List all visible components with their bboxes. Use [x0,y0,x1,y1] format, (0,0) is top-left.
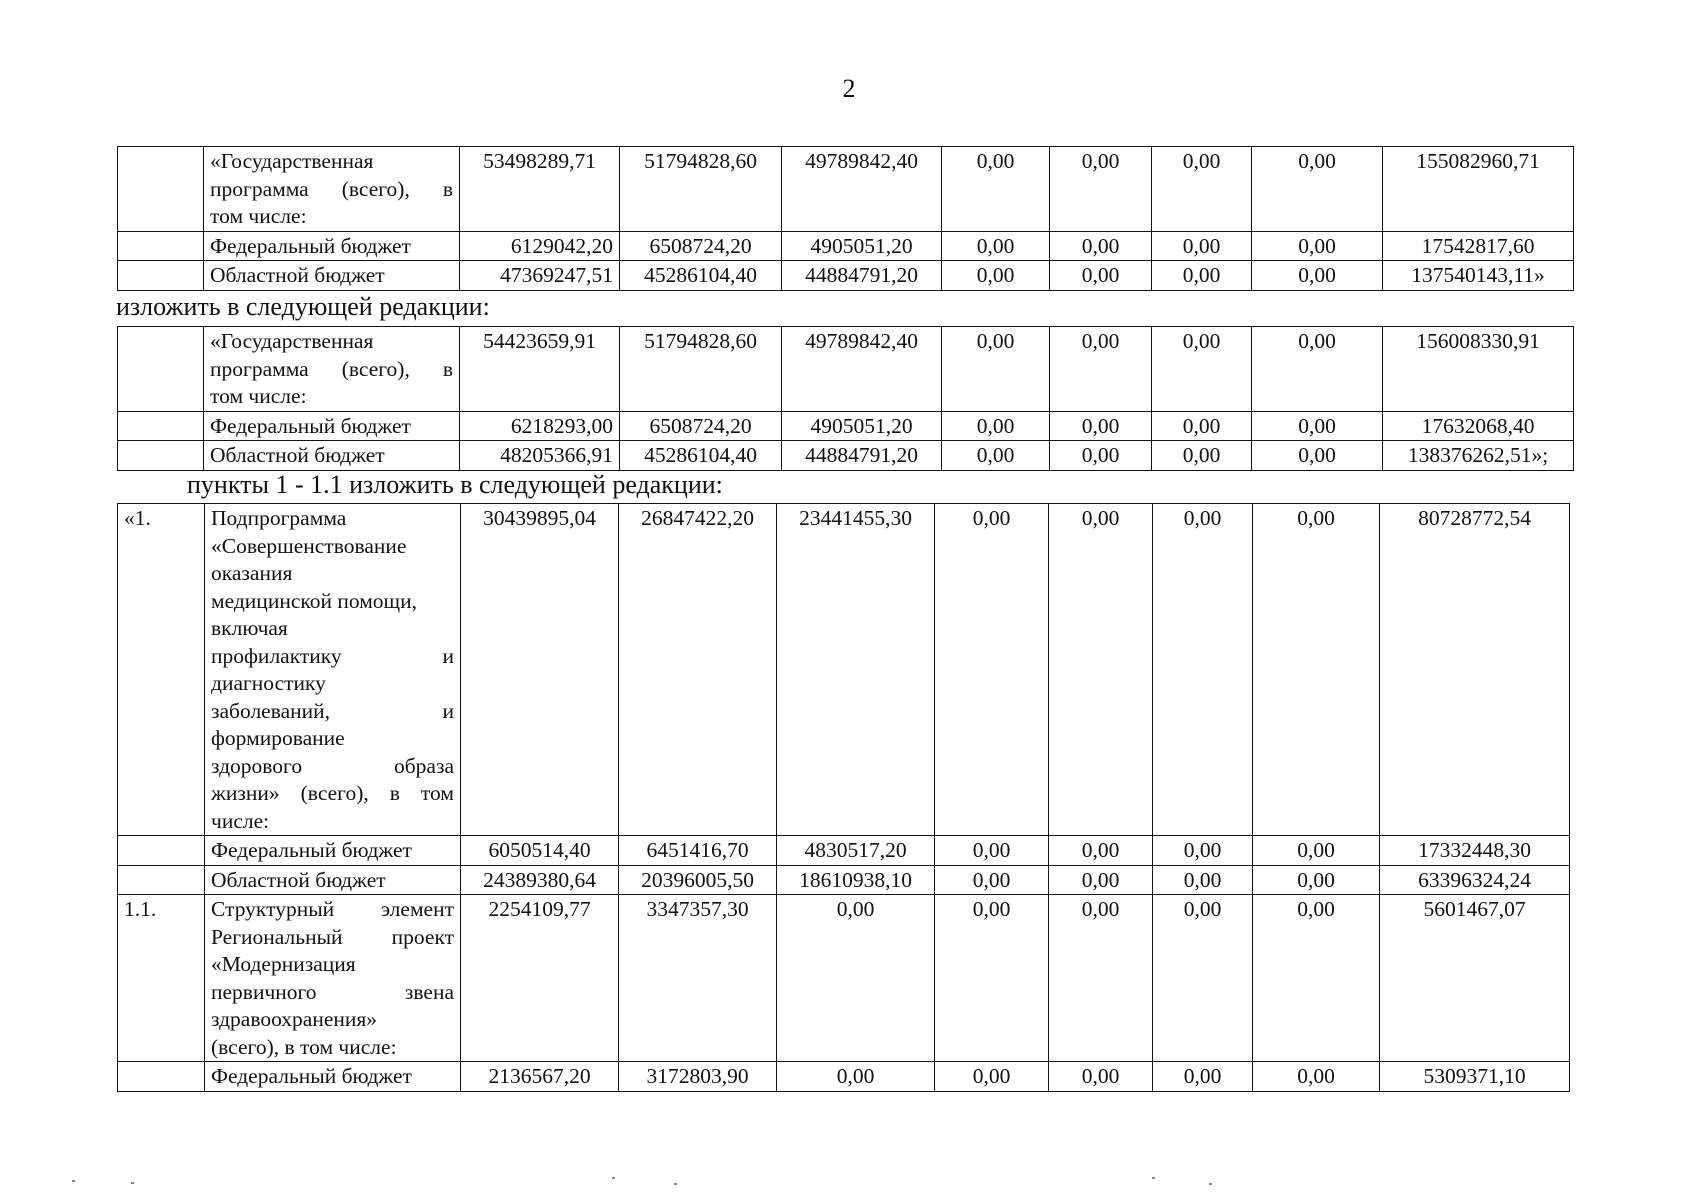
value-cell: 0,00 [935,504,1049,836]
value-cell: 0,00 [1252,231,1383,261]
value-cell: 24389380,64 [461,865,619,895]
name-line: медицинской помощи, [211,588,417,613]
name-line: «Государственная [210,149,374,173]
value-cell: 6451416,70 [619,836,777,866]
name-line: «Государственная [210,329,374,353]
table-row [118,836,1570,866]
name-line: профилактику и [211,643,454,668]
value-cell: 0,00 [935,895,1049,1062]
value-cell: 0,00 [1253,895,1380,1062]
total-cell: 5309371,10 [1380,1062,1570,1092]
name-line: заболеваний, и [211,698,454,723]
value-cell: 4830517,20 [777,836,935,866]
value-cell: 0,00 [1049,895,1153,1062]
table-row [118,504,1570,836]
total-cell: 17632068,40 [1383,411,1574,441]
table-row [118,895,1570,1062]
name-line: «Модернизация [211,952,356,976]
total-cell: 17542817,60 [1383,231,1574,261]
value-cell: 0,00 [1253,504,1380,836]
scan-speck [1209,1183,1212,1185]
scan-speck [612,1177,615,1179]
value-cell: 0,00 [1153,504,1253,836]
scan-speck [131,1182,134,1184]
row-number-cell [118,327,204,412]
value-cell: 4905051,20 [782,411,942,441]
table-row [118,261,1574,291]
value-cell: 0,00 [935,1062,1049,1092]
scan-speck [1152,1177,1155,1179]
total-cell: 63396324,24 [1380,865,1570,895]
value-cell: 0,00 [1252,411,1383,441]
total-cell: 5601467,07 [1380,895,1570,1062]
value-cell: 4905051,20 [782,231,942,261]
value-cell: 6218293,00 [460,411,620,441]
name-line: Структурный элемент [211,897,454,921]
row-number-cell: «1. [118,504,205,836]
value-cell: 0,00 [1153,1062,1253,1092]
name-line: диагностику [211,671,326,695]
row-name-cell [204,327,460,412]
value-cell: 0,00 [1253,1062,1380,1092]
row-name-cell: Областной бюджет [205,865,461,895]
value-cell: 26847422,20 [619,504,777,836]
name-line: формирование [211,726,345,750]
row-number-cell [118,231,204,261]
value-cell: 0,00 [1152,441,1252,471]
value-cell: 51794828,60 [620,327,782,412]
value-cell: 23441455,30 [777,504,935,836]
value-cell: 0,00 [935,865,1049,895]
row-number-cell: 1.1. [118,895,205,1062]
name-line: Подпрограмма [211,506,347,530]
value-cell: 45286104,40 [620,261,782,291]
table-row [118,147,1574,232]
value-cell: 0,00 [1252,441,1383,471]
row-name-cell [205,895,461,1062]
value-cell: 0,00 [1049,504,1153,836]
value-cell: 0,00 [935,836,1049,866]
value-cell: 0,00 [942,327,1050,412]
value-cell: 0,00 [1050,411,1152,441]
old-program-table [117,146,1574,291]
row-name-cell: Федеральный бюджет [204,411,460,441]
value-cell: 6508724,20 [620,411,782,441]
value-cell: 0,00 [1253,865,1380,895]
value-cell: 47369247,51 [460,261,620,291]
value-cell: 0,00 [1252,327,1383,412]
value-cell: 0,00 [1049,836,1153,866]
value-cell: 0,00 [1152,231,1252,261]
value-cell: 0,00 [1050,147,1152,232]
value-cell: 0,00 [1152,411,1252,441]
row-name-cell: Федеральный бюджет [204,231,460,261]
value-cell: 18610938,10 [777,865,935,895]
scan-speck [72,1180,75,1182]
value-cell: 44884791,20 [782,441,942,471]
instruction-paragraph: изложить в следующей редакции: [116,292,490,321]
name-line: числе: [211,808,270,833]
name-line: программа (всего), в [210,356,453,381]
table-row [118,327,1574,412]
value-cell: 0,00 [942,411,1050,441]
value-cell: 6129042,20 [460,231,620,261]
value-cell: 0,00 [1153,836,1253,866]
name-line: здравоохранения» [211,1007,378,1031]
value-cell: 0,00 [942,261,1050,291]
row-number-cell [118,836,205,866]
name-line: «Совершенствование [211,533,407,558]
value-cell: 0,00 [942,147,1050,232]
value-cell: 0,00 [1252,147,1383,232]
value-cell: 54423659,91 [460,327,620,412]
table-row [118,411,1574,441]
value-cell: 45286104,40 [620,441,782,471]
value-cell: 0,00 [1253,836,1380,866]
table-row [118,1062,1570,1092]
value-cell: 44884791,20 [782,261,942,291]
value-cell: 0,00 [1049,1062,1153,1092]
value-cell: 0,00 [777,895,935,1062]
value-cell: 53498289,71 [460,147,620,232]
name-line: том числе: [210,204,307,228]
table-row [118,231,1574,261]
value-cell: 2136567,20 [461,1062,619,1092]
name-line: Региональный проект [211,924,454,949]
value-cell: 48205366,91 [460,441,620,471]
name-line: (всего), в том числе: [211,1034,397,1059]
points-table [117,503,1570,1092]
row-number-cell [118,1062,205,1092]
name-line: программа (всего), в [210,176,453,201]
value-cell: 0,00 [777,1062,935,1092]
value-cell: 0,00 [1050,231,1152,261]
row-name-cell: Федеральный бюджет [205,836,461,866]
value-cell: 0,00 [1050,261,1152,291]
page-number: 2 [842,74,856,103]
table-row [118,865,1570,895]
total-cell: 137540143,11» [1383,261,1574,291]
value-cell: 0,00 [1153,895,1253,1062]
value-cell: 49789842,40 [782,147,942,232]
row-number-cell [118,261,204,291]
name-line: первичного звена [211,979,454,1004]
row-number-cell [118,441,204,471]
value-cell: 2254109,77 [461,895,619,1062]
new-program-table [117,326,1574,471]
value-cell: 0,00 [1252,261,1383,291]
total-cell: 138376262,51»; [1383,441,1574,471]
total-cell: 80728772,54 [1380,504,1570,836]
value-cell: 0,00 [1049,865,1153,895]
row-number-cell [118,865,205,895]
value-cell: 6050514,40 [461,836,619,866]
scan-speck [674,1183,677,1185]
name-line: здорового образа [211,753,454,778]
row-name-cell: Федеральный бюджет [205,1062,461,1092]
value-cell: 0,00 [942,231,1050,261]
total-cell: 155082960,71 [1383,147,1574,232]
value-cell: 0,00 [942,441,1050,471]
value-cell: 0,00 [1050,327,1152,412]
value-cell: 6508724,20 [620,231,782,261]
value-cell: 49789842,40 [782,327,942,412]
row-number-cell [118,147,204,232]
total-cell: 156008330,91 [1383,327,1574,412]
total-cell: 17332448,30 [1380,836,1570,866]
value-cell: 3172803,90 [619,1062,777,1092]
value-cell: 20396005,50 [619,865,777,895]
value-cell: 0,00 [1153,865,1253,895]
value-cell: 3347357,30 [619,895,777,1062]
value-cell: 0,00 [1152,261,1252,291]
row-name-cell: Областной бюджет [204,441,460,471]
row-number-cell [118,411,204,441]
instruction-paragraph: пункты 1 - 1.1 изложить в следующей редакции: [187,470,723,499]
name-line: жизни» (всего), в том [211,781,454,805]
name-line: том числе: [210,384,307,408]
name-line: оказания [211,561,293,585]
row-name-cell [204,147,460,232]
table-row [118,441,1574,471]
value-cell: 0,00 [1050,441,1152,471]
value-cell: 0,00 [1152,327,1252,412]
value-cell: 0,00 [1152,147,1252,232]
row-name-cell: Областной бюджет [204,261,460,291]
value-cell: 30439895,04 [461,504,619,836]
name-line: включая [211,616,288,640]
value-cell: 51794828,60 [620,147,782,232]
row-name-cell [205,504,461,836]
